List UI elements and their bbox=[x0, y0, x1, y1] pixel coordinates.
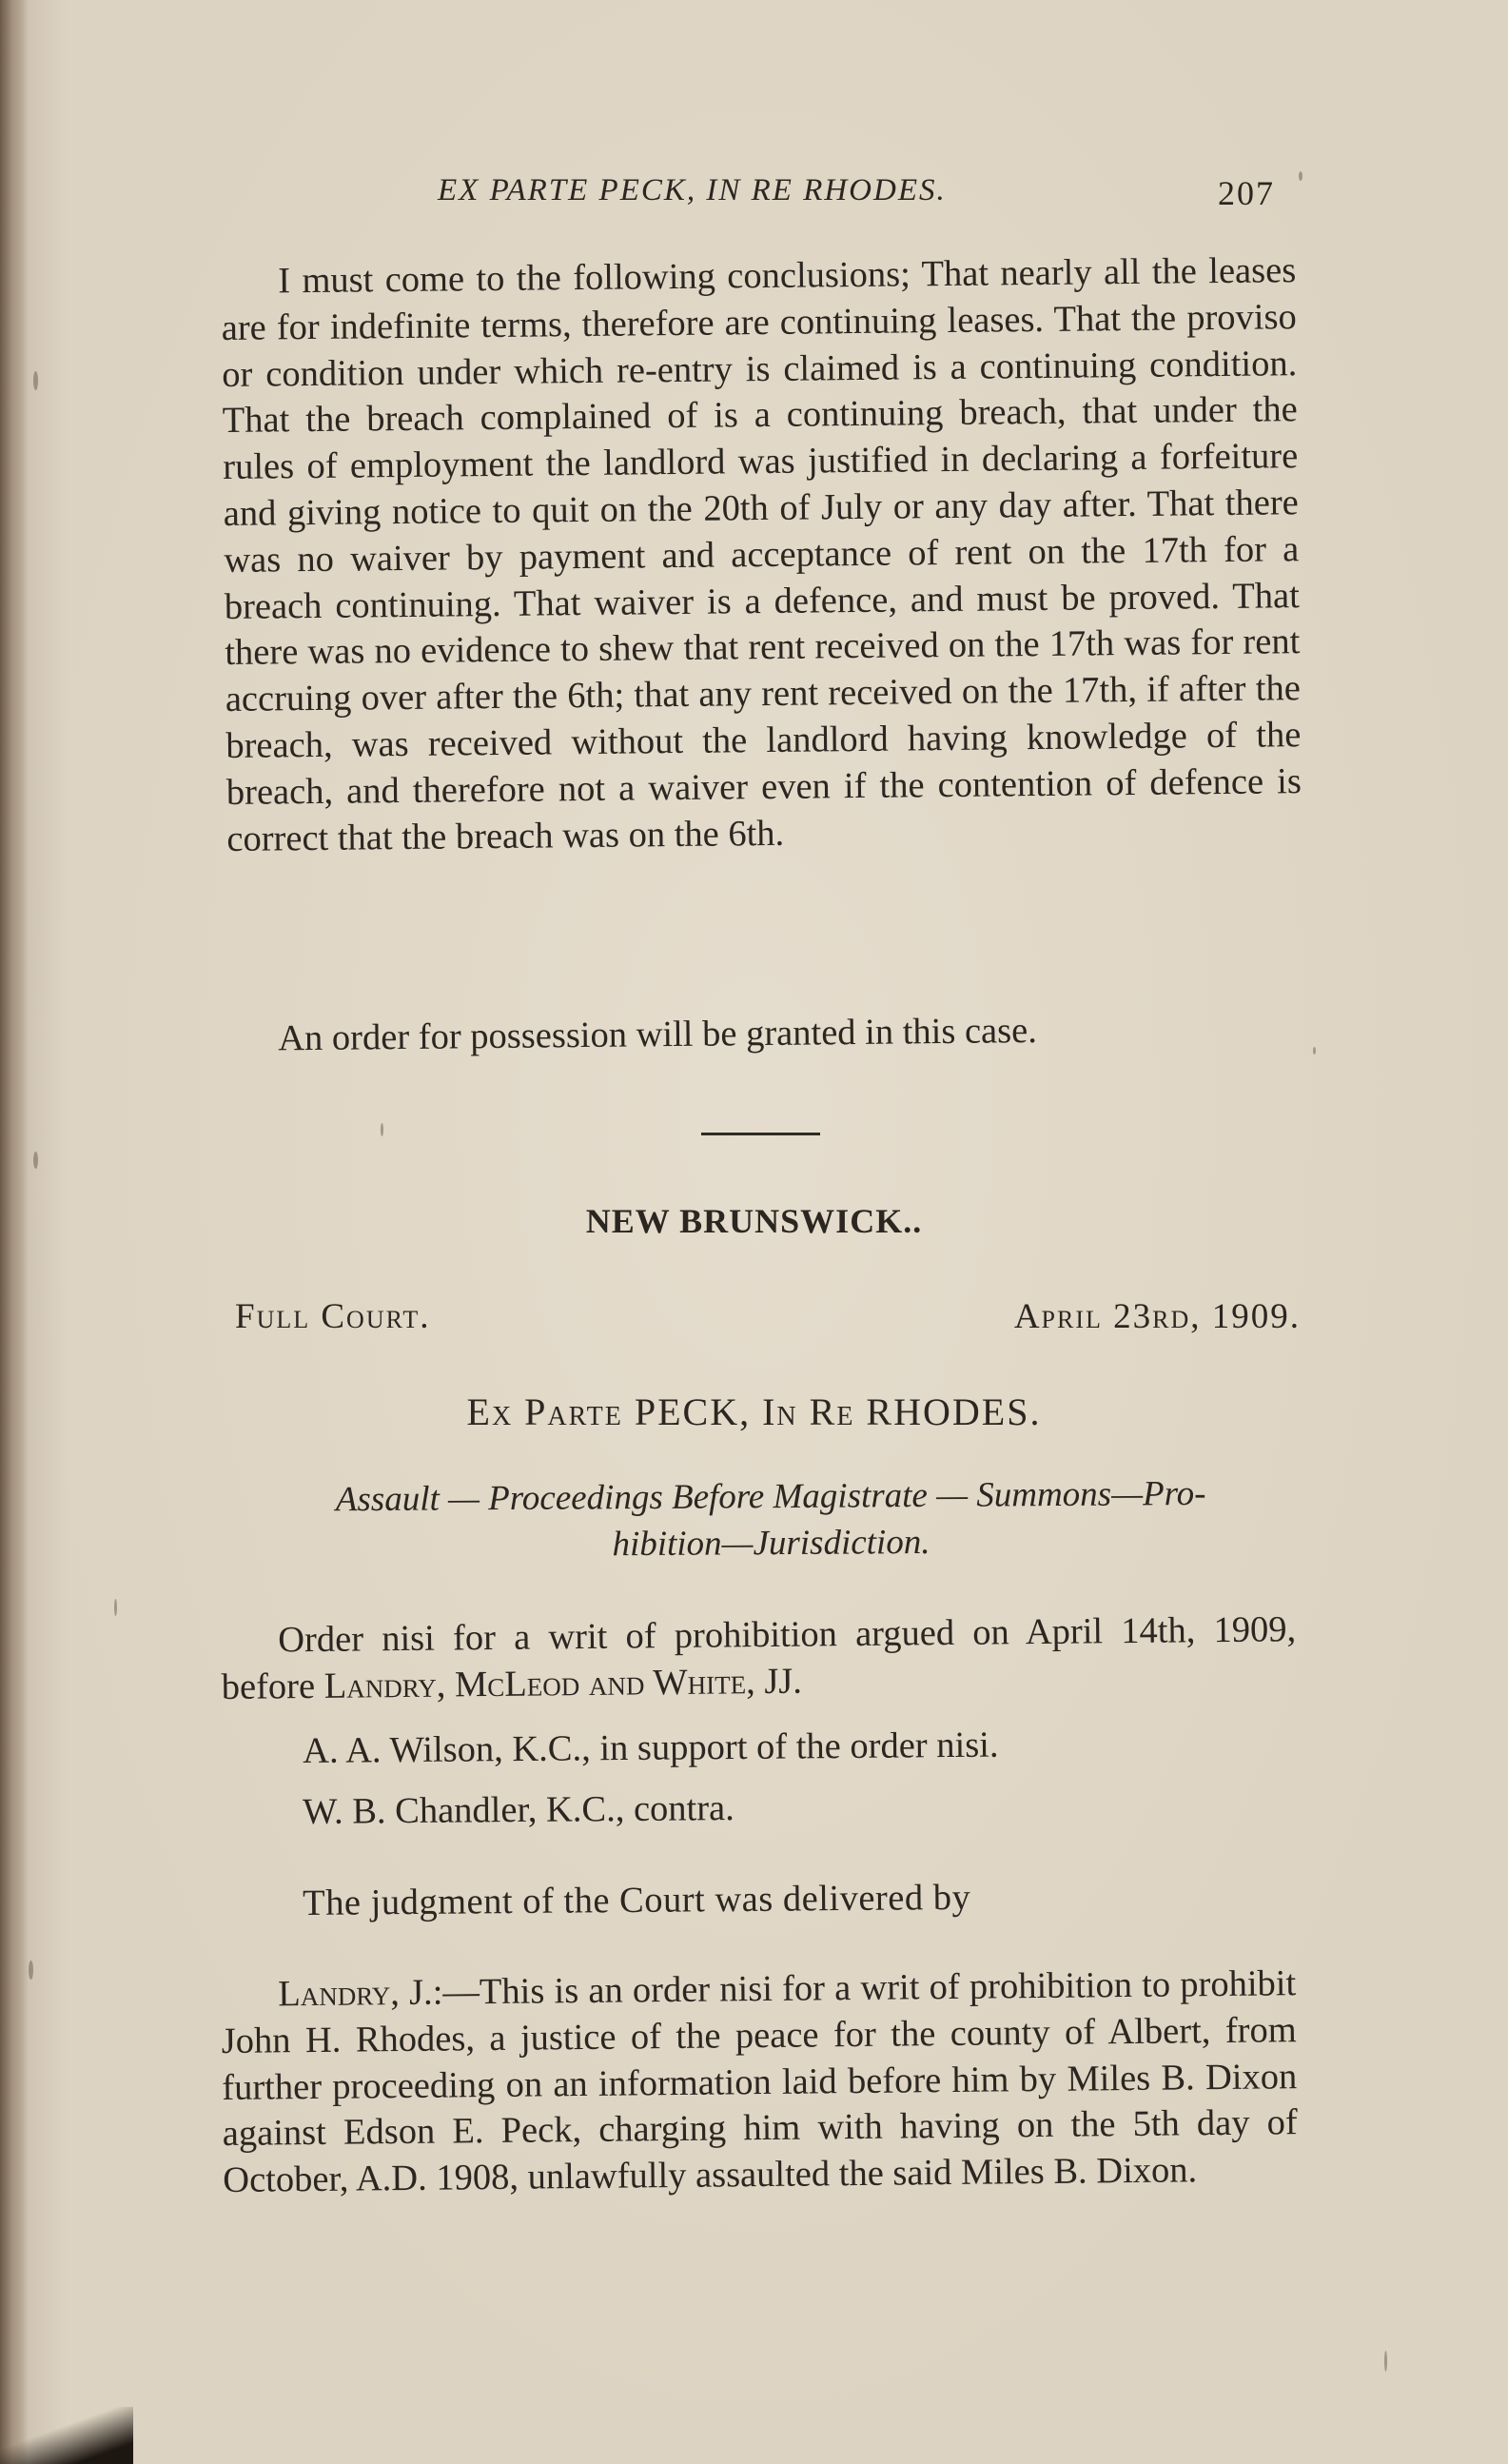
judgment-delivery-line: The judgment of the Court was delivered by bbox=[303, 1877, 971, 1923]
paragraph-text: I must come to the following conclusions; That nearly all the leases are for indefinite terms, therefore are continuing leases. That the proviso or condition under which re-entry is claimed is a continuing condition. That the breach complained of is a continuing breach, that under the rules of employment the landlord was justified in declaring a forfeiture and giving notice to quit on the 20th of July or any day after. That there was no waiver by payment and acceptance of rent on the 17th for a breach continuing. That waiver is a defence, and must be proved. That there was no evidence to shew that rent received on the 17th was for rent accruing over after the 6th; that any rent received on the 17th, if after the breach, was received without the landlord having knowledge of the breach, and therefore not a waiver even if the contention of defence is correct that the breach was on the 6th. bbox=[221, 250, 1302, 859]
section-title: NEW BRUNSWICK.. bbox=[585, 1202, 923, 1240]
judgment-text: :—This is an order nisi for a writ of prohibition to prohibit John H. Rhodes, a justice of the peace for the county of Albert, from further proceeding on an information laid before him by Miles B. Dixon against Edson E. Peck, charging him with having on the 5th day of October, A.D. 1908, unlawfully assaulted the said Miles B. Dixon. bbox=[221, 1963, 1298, 2201]
body-paragraph-2 bbox=[221, 1005, 1296, 1063]
headnote bbox=[238, 1469, 1304, 1570]
headnote-line-2: hibition—Jurisdiction. bbox=[612, 1522, 930, 1565]
running-head-title: EX PARTE PECK, IN RE RHODES. bbox=[438, 173, 947, 207]
paper-speck bbox=[1299, 171, 1302, 181]
court-name: Full Court. bbox=[235, 1297, 431, 1336]
court-line bbox=[235, 1296, 1301, 1344]
judgment-paragraph bbox=[221, 1961, 1298, 2204]
judges-names: Landry, McLeod and White, JJ. bbox=[323, 1661, 803, 1706]
paper-speck bbox=[114, 1599, 117, 1616]
body-paragraph-1 bbox=[221, 247, 1302, 862]
judgment-date: April 23rd, 1909. bbox=[1013, 1297, 1301, 1336]
argument-paragraph bbox=[221, 1607, 1297, 1710]
section-divider bbox=[701, 1133, 820, 1135]
argument-text: Order nisi for a writ of prohibition argued on April 14th, 1909, before bbox=[221, 1609, 1297, 1707]
paper-speck bbox=[1313, 1047, 1316, 1055]
judge-name: Landry, J. bbox=[278, 1972, 433, 2015]
paper-speck bbox=[1384, 2351, 1387, 2372]
paper-speck bbox=[33, 1152, 38, 1169]
counsel-line-1: A. A. Wilson, K.C., in support of the order nisi. bbox=[303, 1725, 999, 1771]
case-title: Ex Parte PECK, In Re RHODES. bbox=[466, 1390, 1042, 1433]
paper-speck bbox=[29, 1961, 33, 1980]
paragraph-text bbox=[221, 1607, 1297, 1710]
page-number: 207 bbox=[1218, 174, 1275, 212]
running-head bbox=[438, 173, 1294, 221]
paragraph-text: An order for possession will be granted in this case. bbox=[278, 1011, 1038, 1059]
paragraph-text bbox=[221, 1961, 1298, 2204]
paper-speck bbox=[381, 1123, 383, 1136]
paper-speck bbox=[33, 371, 38, 390]
page-corner-shadow bbox=[0, 2407, 133, 2464]
headnote-line-1: Assault — Proceedings Before Magistrate — Summons—Pro- bbox=[335, 1473, 1206, 1520]
counsel-line-2: W. B. Chandler, K.C., contra. bbox=[303, 1788, 734, 1832]
